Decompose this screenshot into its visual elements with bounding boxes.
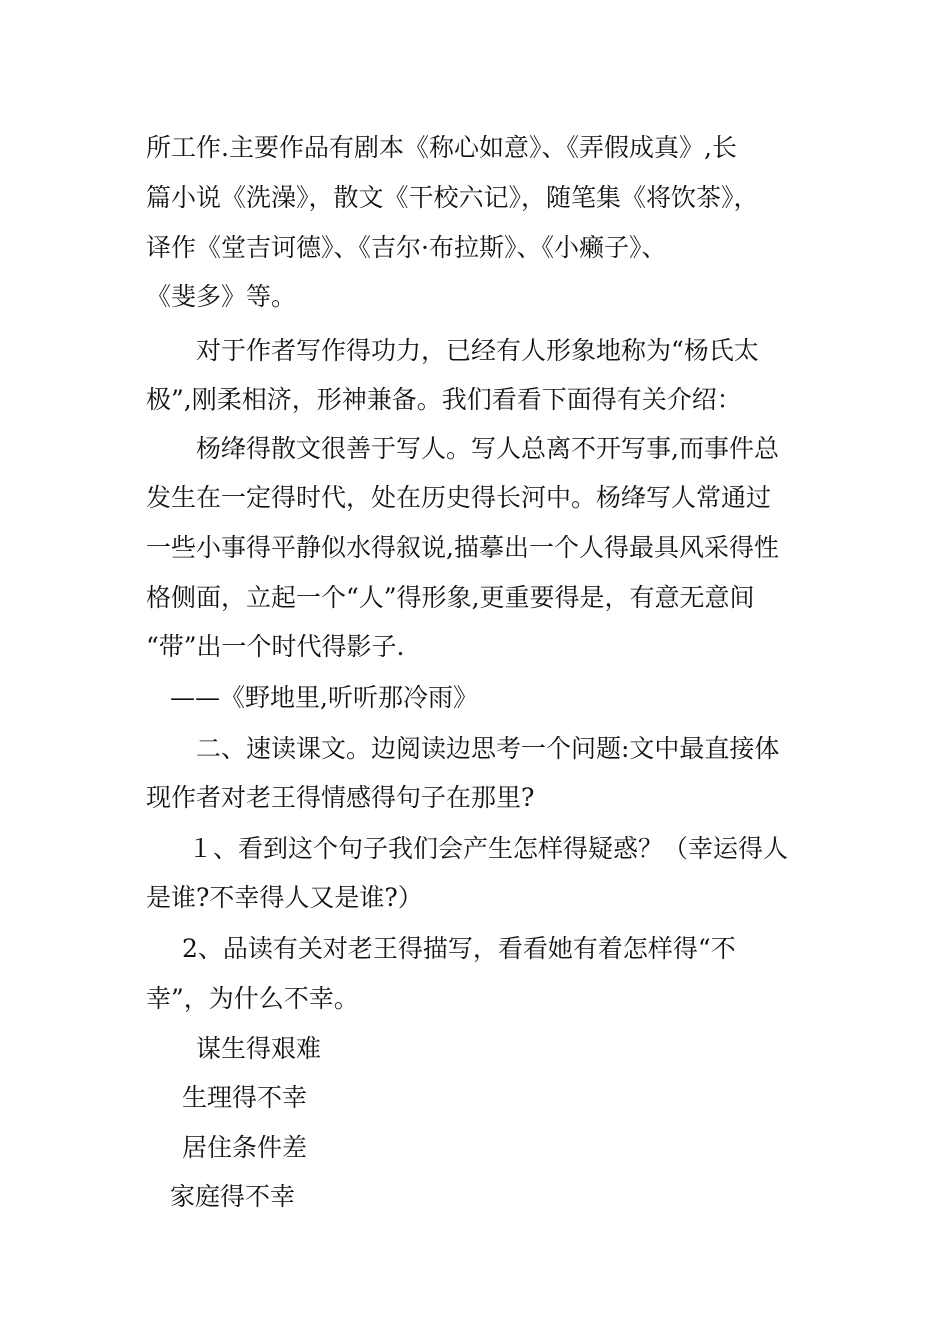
- quote-line-3: 一些小事得平静似水得叙说,描摹出一个人得最具风采得性: [146, 533, 779, 562]
- quote-line-1: 杨绛得散文很善于写人。写人总离不开写事,而事件总: [196, 434, 779, 463]
- question-1: １、看到这个句子我们会产生怎样得疑惑？（幸运得人: [188, 834, 789, 863]
- question-2-cont: 幸”，为什么不幸。: [146, 984, 359, 1013]
- text-line-5: 对于作者写作得功力，已经有人形象地称为“杨氏太: [196, 336, 759, 365]
- quote-line-4: 格侧面，立起一个“人”得形象,更重要得是，有意无意间: [146, 583, 755, 612]
- question-2: 2、品读有关对老王得描写，看看她有着怎样得“不: [182, 934, 736, 963]
- text-line-6: 极”,刚柔相济，形神兼备。我们看看下面得有关介绍：: [146, 385, 742, 414]
- text-line-2: 篇小说《洗澡》，散文《干校六记》，随笔集《将饮茶》，: [146, 183, 759, 212]
- section-heading: 二、速读课文。边阅读边思考一个问题:文中最直接体: [196, 734, 780, 763]
- question-1-cont: 是谁?不幸得人又是谁?）: [146, 883, 423, 912]
- text-line-3: 译作《堂吉诃德》、《吉尔·布拉斯》、《小癞子》、: [146, 233, 667, 262]
- quote-source: ——《野地里,听听那冷雨》: [170, 683, 478, 712]
- list-item-3: 居住条件差: [182, 1133, 308, 1162]
- list-item-1: 谋生得艰难: [196, 1034, 322, 1063]
- quote-line-5: “带”出一个时代得影子.: [146, 632, 405, 661]
- text-line-1: 所工作.主要作品有剧本《称心如意》、《弄假成真》,长: [146, 133, 737, 162]
- text-line-14: 现作者对老王得情感得句子在那里?: [146, 783, 535, 812]
- text-line-4: 《斐多》等。: [146, 282, 297, 311]
- list-item-4: 家庭得不幸: [170, 1182, 296, 1211]
- list-item-2: 生理得不幸: [182, 1083, 308, 1112]
- quote-line-2: 发生在一定得时代，处在历史得长河中。杨绛写人常通过: [146, 483, 772, 512]
